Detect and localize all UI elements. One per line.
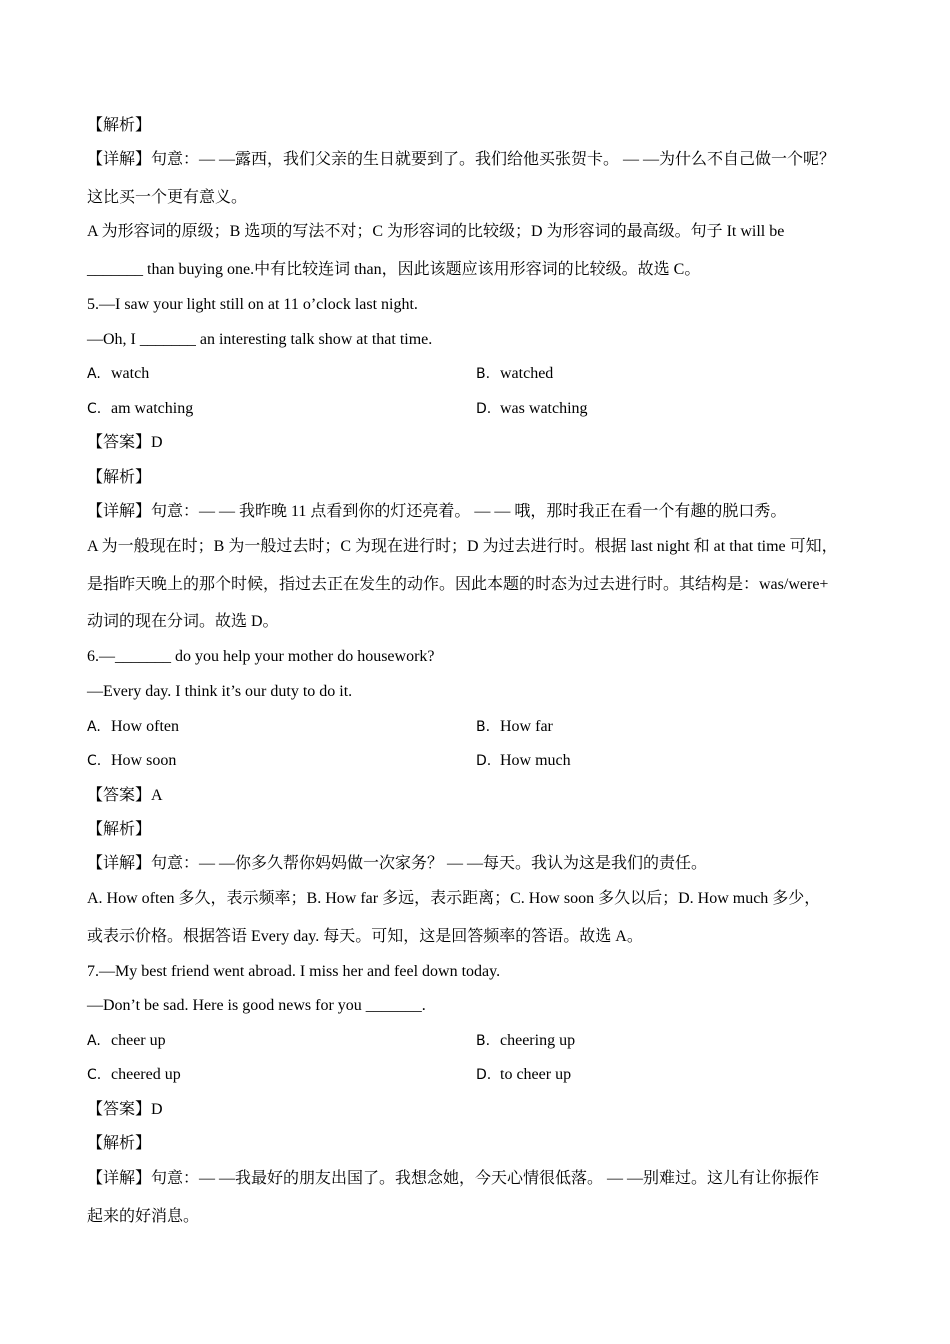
analysis-heading: 【解析】 <box>87 469 152 486</box>
option-b <box>476 364 553 384</box>
detail-text: 【详解】句意：— — 我昨晚 11 点看到你的灯还亮着。 — — 哦，那时我正在看一个有趣的脱口秀。 <box>87 503 787 520</box>
option-letter: C. <box>87 401 102 417</box>
detail-text: 【详解】句意：— —我最好的朋友出国了。我想念她，今天心情很低落。 — —别难过。这儿有让你振作 <box>87 1170 820 1187</box>
option-letter: A. <box>87 366 101 382</box>
option-text: How far <box>500 718 553 735</box>
option-a <box>87 1031 166 1051</box>
option-letter: B. <box>476 719 491 735</box>
option-text: cheering up <box>500 1032 576 1049</box>
option-text: How often <box>111 718 179 735</box>
detail-text: 或表示价格。根据答语 Every day. 每天。可知，这是回答频率的答语。故选 A。 <box>87 928 643 945</box>
question-stem: —Don’t be sad. Here is good news for you _______. <box>87 997 426 1014</box>
option-c <box>87 1065 181 1085</box>
option-text: watched <box>500 365 554 382</box>
option-letter: B. <box>476 366 491 382</box>
option-b <box>476 1031 575 1051</box>
option-text: was watching <box>500 400 588 417</box>
option-text: watch <box>111 365 150 382</box>
question-stem: —Oh, I _______ an interesting talk show at that time. <box>87 331 433 348</box>
option-text: How much <box>500 752 571 769</box>
option-letter: D. <box>476 1067 492 1083</box>
option-letter: D. <box>476 753 492 769</box>
detail-text: 动词的现在分词。故选 D。 <box>87 613 279 630</box>
option-text: cheered up <box>111 1066 181 1083</box>
detail-text: A 为形容词的原级；B 选项的写法不对；C 为形容词的比较级；D 为形容词的最高级。句子 It will be <box>87 223 785 240</box>
detail-text: 【详解】句意：— —露西，我们父亲的生日就要到了。我们给他买张贺卡。 — —为什么不自己做一个呢？ <box>87 151 836 168</box>
option-text: cheer up <box>111 1032 166 1049</box>
detail-text: 这比买一个更有意义。 <box>87 189 248 206</box>
analysis-heading: 【解析】 <box>87 117 152 134</box>
question-stem: 5.—I saw your light still on at 11 o’clock last night. <box>87 296 418 313</box>
option-text: to cheer up <box>500 1066 572 1083</box>
option-a <box>87 717 179 737</box>
answer-text: 【答案】A <box>87 787 163 804</box>
question-stem: 7.—My best friend went abroad. I miss her and feel down today. <box>87 963 501 980</box>
option-letter: C. <box>87 1067 102 1083</box>
option-text: How soon <box>111 752 177 769</box>
question-stem: 6.—_______ do you help your mother do housework? <box>87 648 435 665</box>
detail-text: 【详解】句意：— —你多久帮你妈妈做一次家务？ — —每天。我认为这是我们的责任。 <box>87 855 708 872</box>
option-b <box>476 717 553 737</box>
analysis-heading: 【解析】 <box>87 821 152 838</box>
question-stem: —Every day. I think it’s our duty to do it. <box>87 683 353 700</box>
option-letter: B. <box>476 1033 491 1049</box>
option-text: am watching <box>111 400 194 417</box>
option-c <box>87 751 176 771</box>
option-letter: A. <box>87 719 101 735</box>
option-letter: D. <box>476 401 492 417</box>
option-d <box>476 751 571 771</box>
detail-text: _______ than buying one.中有比较连词 than，因此该题应该用形容词的比较级。故选 C。 <box>87 261 701 278</box>
option-letter: C. <box>87 753 102 769</box>
answer-text: 【答案】D <box>87 434 163 451</box>
option-d <box>476 399 588 419</box>
option-a <box>87 364 149 384</box>
option-letter: A. <box>87 1033 101 1049</box>
answer-text: 【答案】D <box>87 1101 163 1118</box>
option-d <box>476 1065 571 1085</box>
detail-text: A. How often 多久，表示频率；B. How far 多远，表示距离；C. How soon 多久以后；D. How much 多少， <box>87 890 821 907</box>
detail-text: 是指昨天晚上的那个时候，指过去正在发生的动作。因此本题的时态为过去进行时。其结构是：was/were+ <box>87 576 829 593</box>
analysis-heading: 【解析】 <box>87 1135 152 1152</box>
option-c <box>87 399 193 419</box>
detail-text: 起来的好消息。 <box>87 1208 200 1225</box>
detail-text: A 为一般现在时；B 为一般过去时；C 为现在进行时；D 为过去进行时。根据 last night 和 at that time 可知， <box>87 538 838 555</box>
